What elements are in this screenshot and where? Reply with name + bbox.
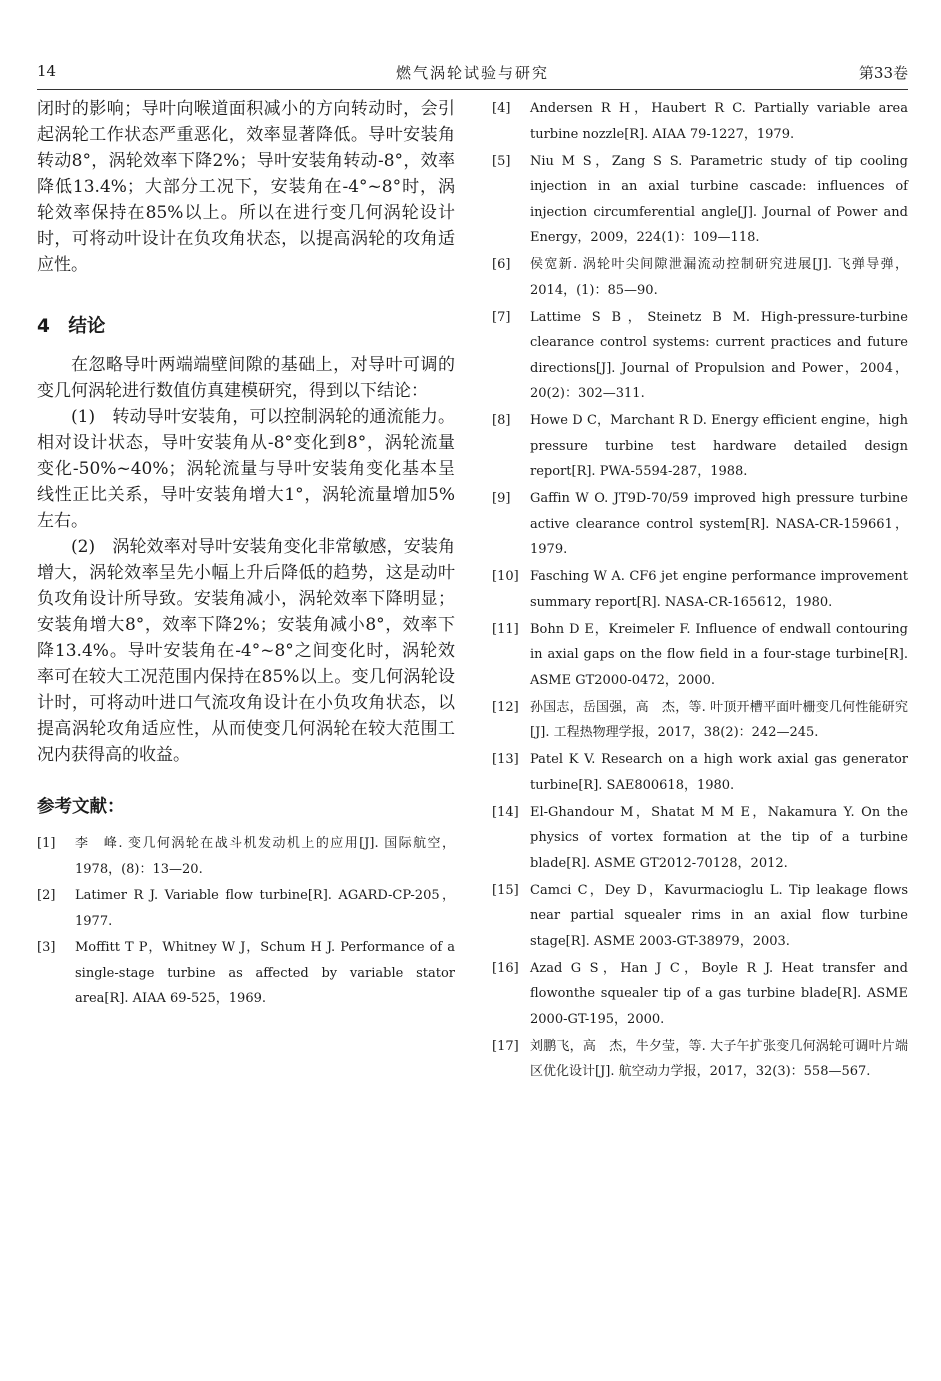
reference-item [492,564,908,615]
reference-item [492,747,908,798]
section-heading-conclusion: 4 结论 [37,316,106,337]
volume-label: 第33卷 [858,64,908,82]
reference-text: El-Ghandour M，Shatat M M E，Nakamura Y. On the physics of vortex formation at the tip of a turbine blade[R]. ASME GT2012-70128，2012. [530,804,908,871]
reference-item [492,1034,908,1085]
references-heading: 参考文献： [37,797,125,817]
reference-number: [1] [37,836,56,851]
reference-number: [13] [492,752,519,767]
reference-text: Gaffin W O. JT9D-70/59 improved high pressure turbine active clearance control system[R]. NASA-CR-159661，1979. [530,491,908,557]
reference-number: [4] [492,101,511,116]
reference-number: [5] [492,153,511,169]
reference-text: Azad G S，Han J C，Boyle R J. Heat transfer and flowonthe squealer tip of a gas turbine blade[R]. ASME 2000-GT-195，2000. [530,960,908,1027]
reference-item [37,831,455,882]
conclusion-item-2: (2) 涡轮效率对导叶安装角变化非常敏感，安装角增大，涡轮效率呈先小幅上升后降低的趋势，这是动叶负攻角设计所导致。安装角减小，涡轮效率下降明显；安装角增大8°，效率下降2%；安装角减小8°，效率下降13.4%。导叶安装角在-4°~8°之间变化时，涡轮效率可在较大工况范围内保持在85%以上。变几何涡轮设计时，可将动叶进口气流攻角设计在小负攻角状态，以提高涡轮攻角适应性，从而使变几何涡轮在较大范围工况内获得高的收益。 [37,537,455,765]
reference-number: [2] [37,888,56,903]
reference-number: [6] [492,257,511,272]
conclusion-item-1: (1) 转动导叶安装角，可以控制涡轮的通流能力。相对设计状态，导叶安装角从-8°变化到8°，涡轮流量变化-50%~40%；涡轮流量与导叶安装角变化基本呈线性正比关系，导叶安装角增大1°，涡轮流量增加5%左右。 [37,407,455,531]
reference-item [492,305,908,407]
reference-number: [15] [492,882,519,898]
page-number: 14 [37,62,57,80]
conclusion-paragraph: 在忽略导叶两端端壁间隙的基础上，对导叶可调的变几何涡轮进行数值仿真建模研究，得到以下结论： [37,355,455,401]
reference-item [37,883,455,934]
reference-number: [16] [492,960,519,976]
reference-item [492,96,908,147]
reference-list-left [37,831,455,1012]
reference-text: Latimer R J. Variable flow turbine[R]. AGARD-CP-205，1977. [75,888,455,929]
page-header [37,62,908,86]
reference-number: [17] [492,1038,519,1054]
reference-number: [11] [492,621,519,637]
reference-item [492,800,908,877]
reference-text: 孙国志，岳国强，高 杰，等. 叶顶开槽平面叶栅变几何性能研究[J]. 工程热物理学报，2017，38(2)：242—245. [530,699,908,740]
reference-text: Fasching W A. CF6 jet engine performance improvement summary report[R]. NASA-CR-165612，1980. [530,569,908,610]
reference-number: [10] [492,569,519,584]
reference-item [492,486,908,563]
reference-text: Andersen R H，Haubert R C. Partially variable area turbine nozzle[R]. AIAA 79-1227，1979. [530,101,908,142]
reference-item [492,956,908,1033]
reference-item [492,252,908,303]
intro-paragraph: 闭时的影响；导叶向喉道面积减小的方向转动时，会引起涡轮工作状态严重恶化，效率显著降低。导叶安装角转动8°，涡轮效率下降2%；导叶安装角转动-8°，效率降低13.4%；大部分工况下，安装角在-4°~8°时，涡轮效率保持在85%以上。所以在进行变几何涡轮设计时，可将动叶设计在负攻角状态，以提高涡轮的攻角适应性。 [37,99,455,275]
reference-text: Moffitt T P，Whitney W J，Schum H J. Performance of a single-stage turbine as affected by variable stator area[R]. AIAA 69-525，1969. [75,940,455,1006]
reference-number: [14] [492,804,519,820]
reference-text: Howe D C，Marchant R D. Energy efficient engine，high pressure turbine test hardware detailed design report[R]. PWA-5594-287，1988. [530,413,908,479]
reference-text: Patel K V. Research on a high work axial gas generator turbine[R]. SAE800618，1980. [530,752,908,793]
reference-text: 刘鹏飞，高 杰，牛夕莹，等. 大子午扩张变几何涡轮可调叶片端区优化设计[J]. 航空动力学报，2017，32(3)：558—567. [530,1038,908,1079]
reference-item [492,149,908,251]
journal-title: 燃气涡轮试验与研究 [395,64,549,82]
reference-item [492,408,908,485]
left-column [37,96,455,1013]
reference-number: [12] [492,699,519,715]
reference-number: [8] [492,413,511,428]
reference-text: Camci C，Dey D，Kavurmacioglu L. Tip leakage flows near partial squealer rims in an axial flow turbine stage[R]. ASME 2003-GT-38979，2003. [530,882,908,949]
reference-text: Lattime S B，Steinetz B M. High-pressure-turbine clearance control systems: current practices and future directions[J]. Journal of Propulsion and Power，2004，20(2)：302—311. [530,309,908,401]
header-rule [37,89,908,90]
reference-number: [7] [492,309,511,325]
reference-text: Bohn D E，Kreimeler F. Influence of endwall contouring in axial gaps on the flow field in a four-stage turbine[R]. ASME GT2000-0472，2000. [530,621,908,688]
reference-number: [3] [37,940,56,955]
reference-text: 李 峰. 变几何涡轮在战斗机发动机上的应用[J]. 国际航空，1978，(8)：13—20. [75,836,455,877]
reference-number: [9] [492,491,511,506]
reference-item [37,935,455,1012]
reference-item [492,695,908,746]
right-column [492,96,908,1086]
reference-item [492,878,908,955]
reference-text: Niu M S，Zang S S. Parametric study of tip cooling injection in an axial turbine cascade: influences of injection circumferential angle[J]. Journal of Power and Energy，2009，224(1)：109—118. [530,153,908,245]
reference-item [492,617,908,694]
reference-text: 侯宽新. 涡轮叶尖间隙泄漏流动控制研究进展[J]. 飞弹导弹，2014，(1)：85—90. [530,257,908,298]
